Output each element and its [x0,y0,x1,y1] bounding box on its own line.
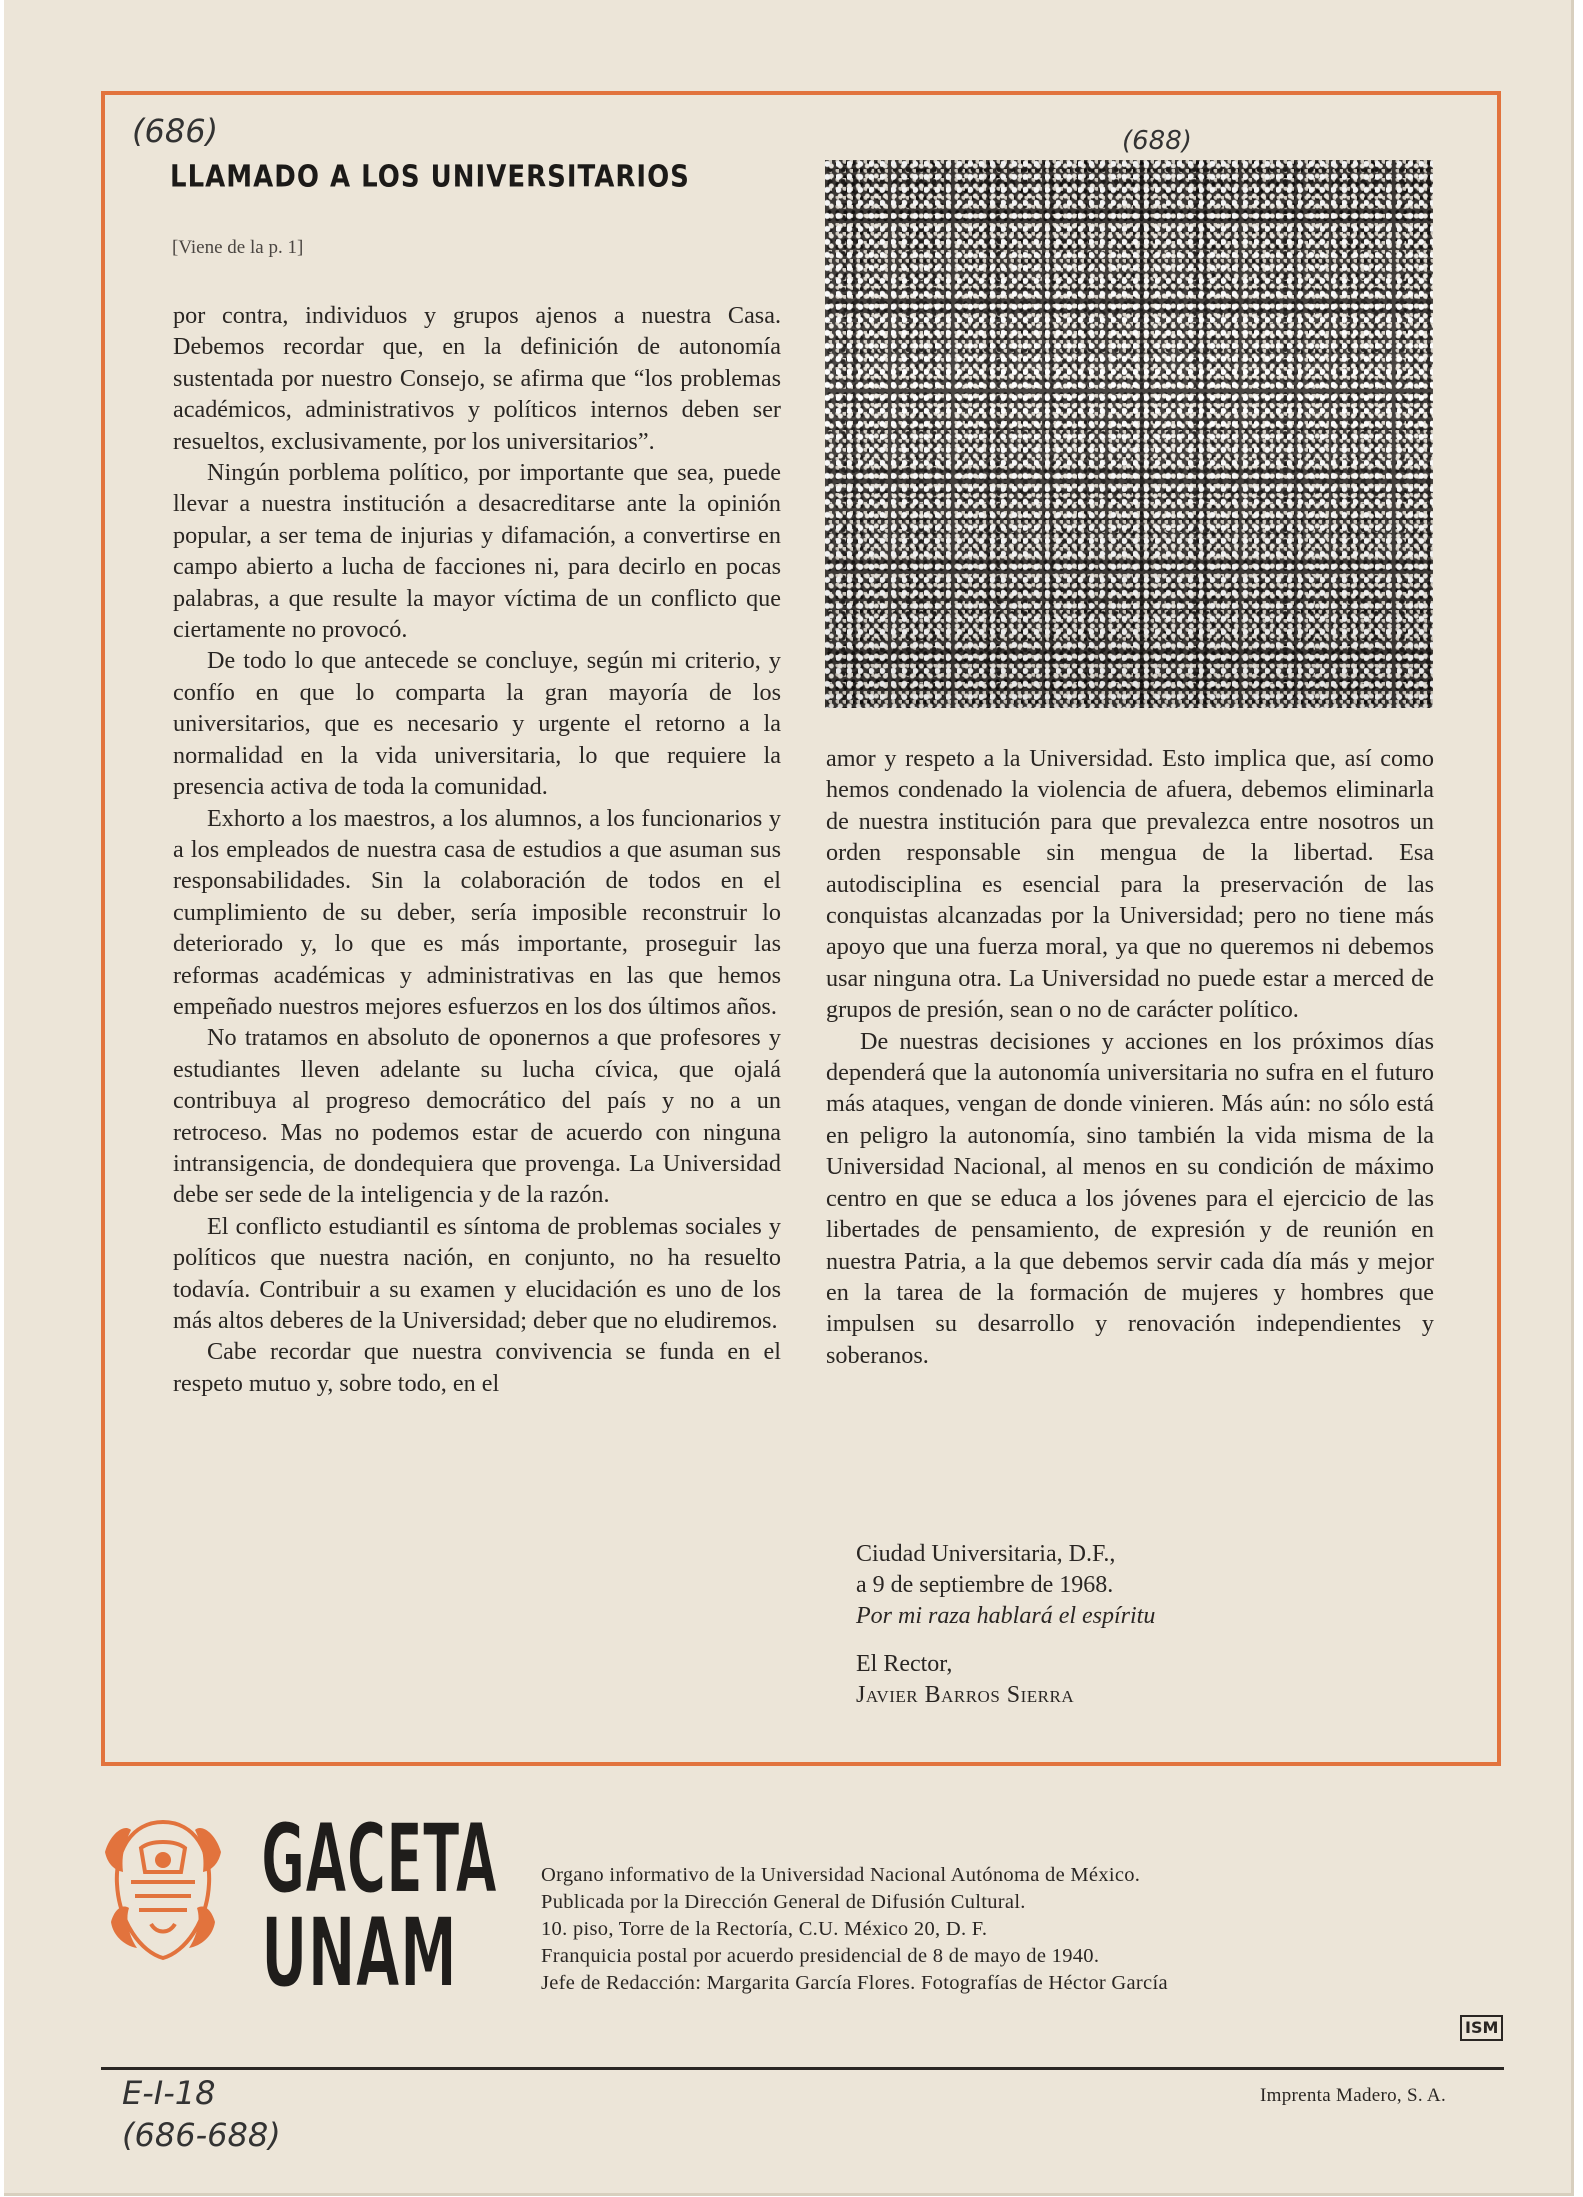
imprint-line: Organo informativo de la Universidad Nacional Autónoma de México. [541,1864,1141,1886]
unam-seal-icon [101,1812,225,1966]
signature-block [856,1539,1155,1711]
catalog-code: E-I-18 [122,2074,216,2112]
handwritten-catalog-note [122,2073,281,2156]
imprint-line: Publicada por la Dirección General de Difusión Cultural. [541,1891,1026,1913]
footer-rule [101,2067,1504,2070]
paragraph: por contra, individuos y grupos ajenos a nuestra Casa. Debemos recordar que, en la definición de autonomía sustentada por nuestro Consejo, se afirma que “los problemas académicos, administrativos y políticos internos deben ser resueltos, exclusivamente, por los universitarios”. [173,302,781,455]
university-motto: Por mi raza hablará el espíritu [856,1603,1156,1629]
article-title: LLAMADO A LOS UNIVERSITARIOS [170,160,690,195]
signature-date: a 9 de septiembre de 1968. [856,1572,1114,1598]
handwritten-photo-number: (688) [1122,126,1192,156]
paragraph: El conflicto estudiantil es síntoma de problemas sociales y políticos que nuestra nación, en conjunto, no ha resuelto todavía. Contribuir a su examen y elucidación es uno de los más altos deberes de la Universidad; deber que no eludiremos. [173,1212,781,1334]
signer-role: El Rector, [856,1651,953,1677]
paragraph: Cabe recordar que nuestra convivencia se funda en el respeto mutuo y, sobre todo, en el [173,1338,781,1397]
paragraph: De todo lo que antecede se concluye, según mi criterio, y confío en que lo comparta la gran mayoría de los universitarios, que es necesario y urgente el retorno a la normalidad en la vida universitaria, lo que requiere la presencia activa de toda la comunidad. [173,647,781,801]
paragraph: amor y respeto a la Universidad. Esto implica que, así como hemos condenado la violencia de afuera, debemos eliminarla de nuestra institución para que prevalezca entre nosotros un orden responsable sin mengua de la libertad. Esa autodisciplina es esencial para la preservación de las conquistas alcanzadas por la Universidad; pero no tiene más apoyo que una fuerza moral, ya que no queremos ni debemos usar ninguna otra. La Universidad no puede estar a merced de grupos de presión, sean o no de carácter político. [826,745,1434,1024]
imprint-line: Franquicia postal por acuerdo presidencial de 8 de mayo de 1940. [541,1945,1100,1967]
masthead-line-2: UNAM [261,1897,457,2009]
paragraph: Exhorto a los maestros, a los alumnos, a los funcionarios y a los empleados de nuestra casa de estudios a que asuman sus responsabilidades. Sin la colaboración de todos en el cumplimiento de su deber, sería imposible reconstruir lo deteriorado y, lo que es más importante, proseguir las reformas académicas y administrativas en las que hemos empeñado nuestros mejores esfuerzos en los dos últimos años. [173,804,781,1020]
masthead-line-1: GACETA [261,1803,497,1915]
continued-note: [Viene de la p. 1] [172,237,304,258]
catalog-pages: (686-688) [122,2115,281,2154]
paragraph: No tratamos en absoluto de oponernos a que profesores y estudiantes lleven adelante su lucha cívica, que ojalá contribuya al progreso democrático del país y no a un retroceso. Mas no podemos estar de acuerdo con ninguna intransigencia, de dondequiera que provenga. La Universidad debe ser sede de la inteligencia y de la razón. [173,1024,781,1209]
crowd-photo [825,160,1433,708]
gaceta-unam-logo [259,1803,499,2009]
document-page [4,0,1574,2196]
paragraph: Ningún porblema político, por importante que sea, puede llevar a nuestra institución a desacreditarse ante la opinión popular, a ser tema de injurias y difamación, a convertirse en campo abierto a lucha de facciones ni, para decirlo en pocas palabras, a que resulte la mayor víctima de un conflicto que ciertamente no provocó. [173,459,781,644]
article-column-right [826,743,1434,1371]
article-column-left [173,300,781,1399]
signer-name: Javier Barros Sierra [856,1682,1075,1708]
signature-place: Ciudad Universitaria, D.F., [856,1541,1116,1567]
handwritten-page-number: (686) [132,112,219,150]
union-label-logo: ISM [1460,2015,1503,2041]
paragraph: De nuestras decisiones y acciones en los próximos días dependerá que la autonomía universitaria no sufra en el futuro más ataques, vengan de donde vinieren. Más aún: no sólo está en peligro la autonomía, sino también la vida misma de la Universidad Nacional, al menos en su condición de máximo centro en que se educa a los jóvenes para el ejercicio de las libertades de pensamiento, de expresión y de reunión en nuestra Patria, a la que debemos servir cada día más y mejor en la tarea de la formación de mujeres y hombres que impulsen su desarrollo y renovación independientes y soberanos. [826,1027,1434,1369]
imprint-line: Jefe de Redacción: Margarita García Flores. Fotografías de Héctor García [541,1972,1168,1994]
printer-credit: Imprenta Madero, S. A. [1260,2085,1447,2106]
imprint-block [541,1862,1168,1997]
imprint-line: 10. piso, Torre de la Rectoría, C.U. México 20, D. F. [541,1918,988,1940]
